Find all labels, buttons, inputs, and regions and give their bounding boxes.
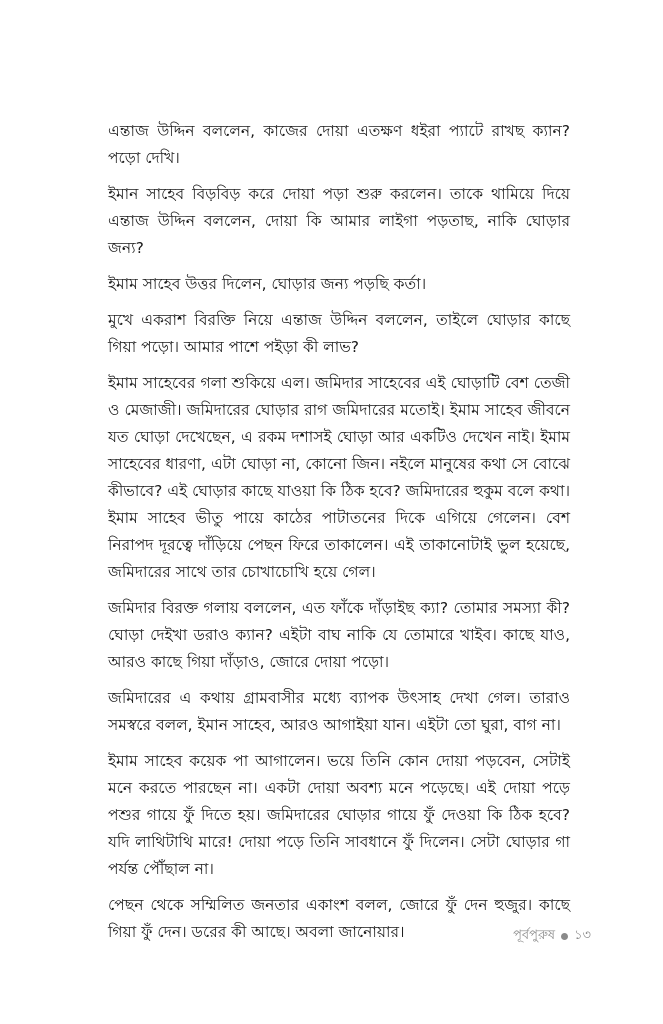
page-footer bbox=[513, 926, 591, 947]
paragraph: জমিদারের এ কথায় গ্রামবাসীর মধ্যে ব্যাপক উৎসাহ দেখা গেল। তারাও সমস্বরে বলল, ইমান সাহেব, আরও আগাইয়া যান। এইটা তো ঘুরা, বাগ না। bbox=[108, 689, 570, 734]
bullet-separator-icon bbox=[561, 933, 568, 940]
paragraph: ইমাম সাহেবের গলা শুকিয়ে এল। জমিদার সাহেবের এই ঘোড়াটি বেশ তেজী ও মেজাজী। জমিদারের ঘোড়ার রাগ জমিদারের মতোই। ইমাম সাহেব জীবনে যত ঘোড়া দেখেছেন, এ রকম দশাসই ঘোড়া আর একটিও দেখেন নাই। ইমাম সাহেবের ধারণা, এটা ঘোড়া না, কোনো জিন। নইলে মানুষের কথা সে বোঝে কীভাবে? এই ঘোড়ার কাছে যাওয়া কি ঠিক হবে? জমিদারের হুকুম বলে কথা। ইমাম সাহেব ভীতু পায়ে কাঠের পাটাতনের দিকে এগিয়ে গেলেন। বেশ নিরাপদ দূরত্বে দাঁড়িয়ে পেছন ফিরে তাকালেন। এই তাকানোটাই ভুল হয়েছে, জমিদারের সাথে তার চোখাচোখি হয়ে গেল। bbox=[108, 374, 570, 581]
book-title: পূর্বপুরুষ bbox=[513, 928, 556, 943]
paragraph: ইমাম সাহেব উত্তর দিলেন, ঘোড়ার জন্য পড়ছি কর্তা। bbox=[108, 275, 427, 293]
paragraph: পেছন থেকে সম্মিলিত জনতার একাংশ বলল, জোরে ফুঁ দেন হুজুর। কাছে গিয়া ফুঁ দেন। ডরের কী আছে। অবলা জানোয়ার। bbox=[108, 896, 570, 941]
page-body bbox=[108, 118, 570, 955]
paragraph: ইমান সাহেব বিড়বিড় করে দোয়া পড়া শুরু করলেন। তাকে থামিয়ে দিয়ে এন্তাজ উদ্দিন বললেন, দোয়া কি আমার লাইগা পড়তাছ, নাকি ঘোড়ার জন্য? bbox=[108, 185, 570, 257]
page-number: ১৩ bbox=[574, 928, 591, 943]
paragraph: মুখে একরাশ বিরক্তি নিয়ে এন্তাজ উদ্দিন বললেন, তাইলে ঘোড়ার কাছে গিয়া পড়ো। আমার পাশে পইড়া কী লাভ? bbox=[108, 311, 570, 356]
paragraph: জমিদার বিরক্ত গলায় বললেন, এত ফাঁকে দাঁড়াইছ ক্যা? তোমার সমস্যা কী? ঘোড়া দেইখা ডরাও ক্যান? এইটা বাঘ নাকি যে তোমারে খাইব। কাছে যাও, আরও কাছে গিয়া দাঁড়াও, জোরে দোয়া পড়ো। bbox=[108, 599, 570, 671]
paragraph: এন্তাজ উদ্দিন বললেন, কাজের দোয়া এতক্ষণ ধইরা প্যাটে রাখছ ক্যান? পড়ো দেখি। bbox=[108, 122, 570, 167]
paragraph: ইমাম সাহেব কয়েক পা আগালেন। ভয়ে তিনি কোন দোয়া পড়বেন, সেটাই মনে করতে পারছেন না। একটা দোয়া অবশ্য মনে পড়েছে। এই দোয়া পড়ে পশুর গায়ে ফুঁ দিতে হয়। জমিদারের ঘোড়ার গায়ে ফুঁ দেওয়া কি ঠিক হবে? যদি লাথিটাথি মারে! দোয়া পড়ে তিনি সাবধানে ফুঁ দিলেন। সেটা ঘোড়ার গা পর্যন্ত পৌঁছাল না। bbox=[108, 752, 570, 878]
